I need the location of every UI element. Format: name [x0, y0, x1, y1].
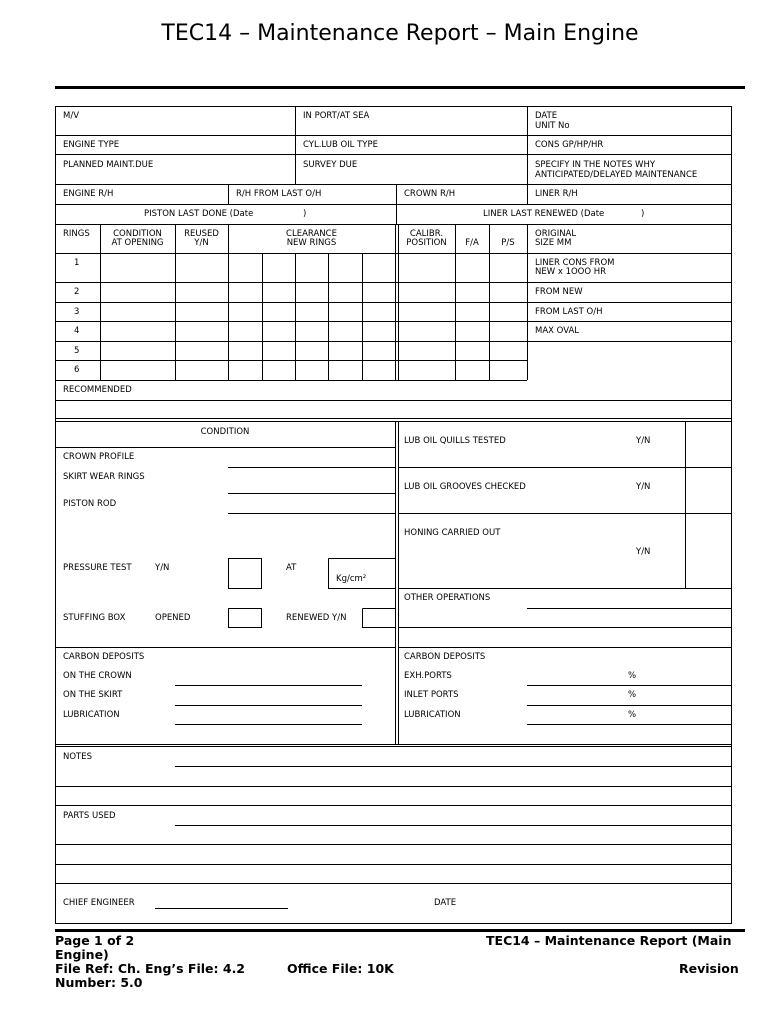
- notes-label: NOTES: [63, 752, 93, 762]
- honing-yn: Y/N: [636, 547, 651, 557]
- reused-header-2: Y/N: [194, 238, 209, 248]
- in-port-label: IN PORT/AT SEA: [303, 111, 370, 121]
- rh-from-label: R/H FROM LAST O/H: [236, 189, 322, 199]
- liner-rh-label: LINER R/H: [535, 189, 578, 199]
- on-crown-label: ON THE CROWN: [63, 671, 132, 681]
- inlet-ports-label: INLET PORTS: [404, 690, 459, 700]
- footer-engine: Engine): [55, 947, 109, 962]
- other-ops-label: OTHER OPERATIONS: [404, 593, 491, 603]
- skirt-wear-label: SKIRT WEAR RINGS: [63, 472, 145, 482]
- piston-rod-label: PISTON ROD: [63, 499, 117, 509]
- pressure-test-yn: Y/N: [155, 563, 170, 573]
- pressure-test-label: PRESSURE TEST: [63, 563, 132, 573]
- mv-label: M/V: [63, 111, 80, 121]
- piston-last-close: ): [303, 209, 307, 219]
- max-oval-label: MAX OVAL: [535, 326, 580, 336]
- condition-header-2: AT OPENING: [111, 238, 164, 248]
- original-header-1: ORIGINAL: [535, 229, 577, 239]
- opened-label: OPENED: [155, 613, 191, 623]
- from-new-label: FROM NEW: [535, 287, 583, 297]
- ring-number: 3: [74, 307, 80, 317]
- on-skirt-label: ON THE SKIRT: [63, 690, 123, 700]
- original-header-2: SIZE MM: [535, 238, 572, 248]
- liner-last-close: ): [641, 209, 645, 219]
- footer-revision: Revision: [679, 961, 739, 976]
- engine-rh-label: ENGINE R/H: [63, 189, 114, 199]
- engine-type-label: ENGINE TYPE: [63, 140, 120, 150]
- condition-header-1: CONDITION: [113, 229, 162, 239]
- lub-quills-label: LUB OIL QUILLS TESTED: [404, 436, 506, 446]
- fa-header: F/A: [465, 238, 479, 248]
- footer-page: Page 1 of 2: [55, 933, 135, 948]
- carbon-left-title: CARBON DEPOSITS: [63, 652, 145, 662]
- specify-label-2: ANTICIPATED/DELAYED MAINTENANCE: [535, 170, 698, 180]
- survey-label: SURVEY DUE: [303, 160, 358, 170]
- recommended-label: RECOMMENDED: [63, 385, 132, 395]
- liner-cons-label-2: NEW x 1OOO HR: [535, 267, 607, 277]
- kg-unit: Kg/cm²: [336, 574, 367, 584]
- calibr-header-2: POSITION: [406, 238, 447, 248]
- clearance-header-1: CLEARANCE: [286, 229, 337, 239]
- condition-title: CONDITION: [200, 427, 250, 437]
- date-label: DATE: [535, 111, 558, 121]
- cyl-lub-label: CYL.LUB OIL TYPE: [303, 140, 378, 150]
- reused-header-1: REUSED: [184, 229, 219, 239]
- rings-header: RINGS: [63, 229, 90, 239]
- cons-label: CONS GP/HP/HR: [535, 140, 604, 150]
- planned-label: PLANNED MAINT.DUE: [63, 160, 154, 170]
- lub-grooves-yn: Y/N: [636, 482, 651, 492]
- footer-office-file: Office File: 10K: [287, 961, 394, 976]
- chief-engineer-label: CHIEF ENGINEER: [63, 898, 135, 908]
- footer-rule: [55, 929, 745, 932]
- percent-sign: %: [628, 671, 637, 681]
- ps-header: P/S: [501, 238, 515, 248]
- footer-file-ref: File Ref: Ch. Eng’s File: 4.2: [55, 961, 246, 976]
- parts-used-label: PARTS USED: [63, 811, 116, 821]
- renewed-label: RENEWED Y/N: [286, 613, 347, 623]
- carbon-right-title: CARBON DEPOSITS: [404, 652, 486, 662]
- page-title: TEC14 – Maintenance Report – Main Engine: [161, 21, 639, 46]
- specify-label-1: SPECIFY IN THE NOTES WHY: [535, 160, 656, 170]
- ring-number: 1: [74, 258, 80, 268]
- ring-number: 4: [74, 326, 80, 336]
- footer-number: Number: 5.0: [55, 975, 143, 990]
- ring-number: 6: [74, 365, 80, 375]
- lub-quills-yn: Y/N: [636, 436, 651, 446]
- liner-cons-label-1: LINER CONS FROM: [535, 258, 615, 268]
- clearance-header-2: NEW RINGS: [286, 238, 337, 248]
- crown-profile-label: CROWN PROFILE: [63, 452, 135, 462]
- stuffing-box-label: STUFFING BOX: [63, 613, 126, 623]
- piston-last-label: PISTON LAST DONE (Date: [144, 209, 254, 219]
- at-label: AT: [286, 563, 297, 573]
- lubrication-right-label: LUBRICATION: [404, 710, 461, 720]
- honing-label: HONING CARRIED OUT: [404, 528, 501, 538]
- ring-number: 2: [74, 287, 80, 297]
- percent-sign: %: [628, 690, 637, 700]
- lubrication-left-label: LUBRICATION: [63, 710, 120, 720]
- percent-sign: %: [628, 710, 637, 720]
- footer-doc-title: TEC14 – Maintenance Report (Main: [486, 933, 732, 948]
- calibr-header-1: CALIBR.: [409, 229, 444, 239]
- liner-last-label: LINER LAST RENEWED (Date: [483, 209, 605, 219]
- lub-grooves-label: LUB OIL GROOVES CHECKED: [404, 482, 526, 492]
- ring-number: 5: [74, 346, 80, 356]
- exh-ports-label: EXH.PORTS: [404, 671, 452, 681]
- from-last-label: FROM LAST O/H: [535, 307, 603, 317]
- unit-no-label: UNIT No: [535, 121, 570, 131]
- signature-date-label: DATE: [434, 898, 457, 908]
- crown-rh-label: CROWN R/H: [404, 189, 456, 199]
